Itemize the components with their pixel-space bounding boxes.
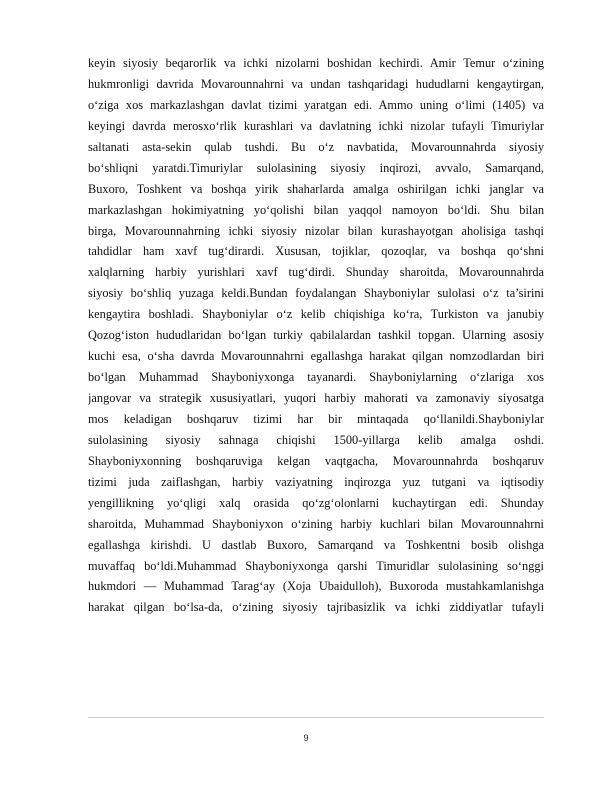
- text-line-25: muvaffaq bo‘ldi.Muhammad Shayboniyxonga qarshi Timuridlar sulolasining so‘nggi: [88, 558, 544, 573]
- footer-divider: [88, 717, 544, 718]
- text-line-15: kuchi esa, o‘sha davrda Movarounnahrni egallashga harakat qilgan nomzodlardan biri: [88, 349, 544, 364]
- text-line-24: egallashga kirishdi. U dastlab Buxoro, Samarqand va Toshkentni bosib olishga: [88, 537, 544, 552]
- text-line-17: jangovar va strategik xususiyatlari, yuqori harbiy mahorati va zamonaviy siyosatga: [88, 391, 544, 405]
- text-line-13: kengaytira boshladi. Shayboniylar o‘z kelib chiqishiga ko‘ra, Turkiston va janubiy: [88, 307, 544, 322]
- text-line-19: sulolasining siyosiy sahnaga chiqishi 1500-yillarga kelib amalga oshdi.: [88, 432, 544, 447]
- text-line-10: tahdidlar ham xavf tug‘dirardi. Xususan, tojiklar, qozoqlar, va boshqa qo‘shni: [88, 244, 544, 259]
- text-line-18: mos keladigan boshqaruv tizimi har bir mintaqada qo‘llanildi.Shayboniylar: [88, 411, 544, 426]
- text-line-12: siyosiy bo‘shliq yuzaga keldi.Bundan foydalangan Shayboniylar sulolasi o‘z ta’sirini: [88, 286, 544, 301]
- text-line-16: bo‘lgan Muhammad Shayboniyxonga tayanardi. Shayboniylarning o‘zlariga xos: [88, 370, 544, 385]
- text-line-27: harakat qilgan bo‘lsa-da, o‘zining siyosiy tajribasizlik va ichki ziddiyatlar tufayli: [88, 600, 544, 615]
- text-line-23: sharoitda, Muhammad Shayboniyxon o‘zining harbiy kuchlari bilan Movarounnahrni: [88, 516, 544, 531]
- text-line-4: keyingi davrda merosxo‘rlik kurashlari va davlatning ichki nizolar tufayli Timuriylar: [88, 118, 544, 133]
- text-line-26: hukmdori — Muhammad Tarag‘ay (Xoja Ubaidulloh), Buxoroda mustahkamlanishga: [88, 579, 544, 594]
- text-line-6: bo‘shliqni yaratdi.Timuriylar sulolasining siyosiy inqirozi, avvalo, Samarqand,: [88, 160, 544, 175]
- text-line-21: tizimi juda zaiflashgan, harbiy vaziyatning inqirozga yuz tutgani va iqtisodiy: [88, 474, 544, 489]
- text-line-2: hukmronligi davrida Movarounnahrni va undan tashqaridagi hududlarni kengaytirgan,: [88, 76, 544, 91]
- text-line-14: Qozog‘iston hududlaridan bo‘lgan turkiy qabilalardan tashkil topgan. Ularning asosiy: [88, 328, 544, 343]
- text-line-11: xalqlarning harbiy yurishlari xavf tug‘dirdi. Shunday sharoitda, Movarounnahrda: [88, 265, 544, 280]
- text-line-8: markazlashgan hokimiyatning yo‘qolishi bilan yaqqol namoyon bo‘ldi. Shu bilan: [88, 202, 544, 217]
- text-line-22: yengillikning yo‘qligi xalq orasida qo‘zg‘olonlarni kuchaytirgan edi. Shunday: [88, 495, 544, 510]
- body-paragraph: [88, 53, 544, 618]
- text-line-7: Buxoro, Toshkent va boshqa yirik shaharlarda amalga oshirilgan ichki janglar va: [88, 181, 544, 196]
- text-line-20: Shayboniyxonning boshqaruviga kelgan vaqtgacha, Movarounnahrda boshqaruv: [88, 453, 544, 468]
- text-line-1: keyin siyosiy beqarorlik va ichki nizolarni boshidan kechirdi. Amir Temur o‘zining: [88, 56, 544, 70]
- text-line-3: o‘ziga xos markazlashgan davlat tizimi yaratgan edi. Ammo uning o‘limi (1405) va: [88, 97, 544, 112]
- text-line-9: birga, Movarounnahrning ichki siyosiy nizolar bilan kurashayotgan aholisiga tashqi: [88, 223, 544, 238]
- page-number: 9: [303, 733, 309, 743]
- text-line-5: saltanati asta-sekin qulab tushdi. Bu o‘z navbatida, Movarounnahrda siyosiy: [88, 139, 544, 154]
